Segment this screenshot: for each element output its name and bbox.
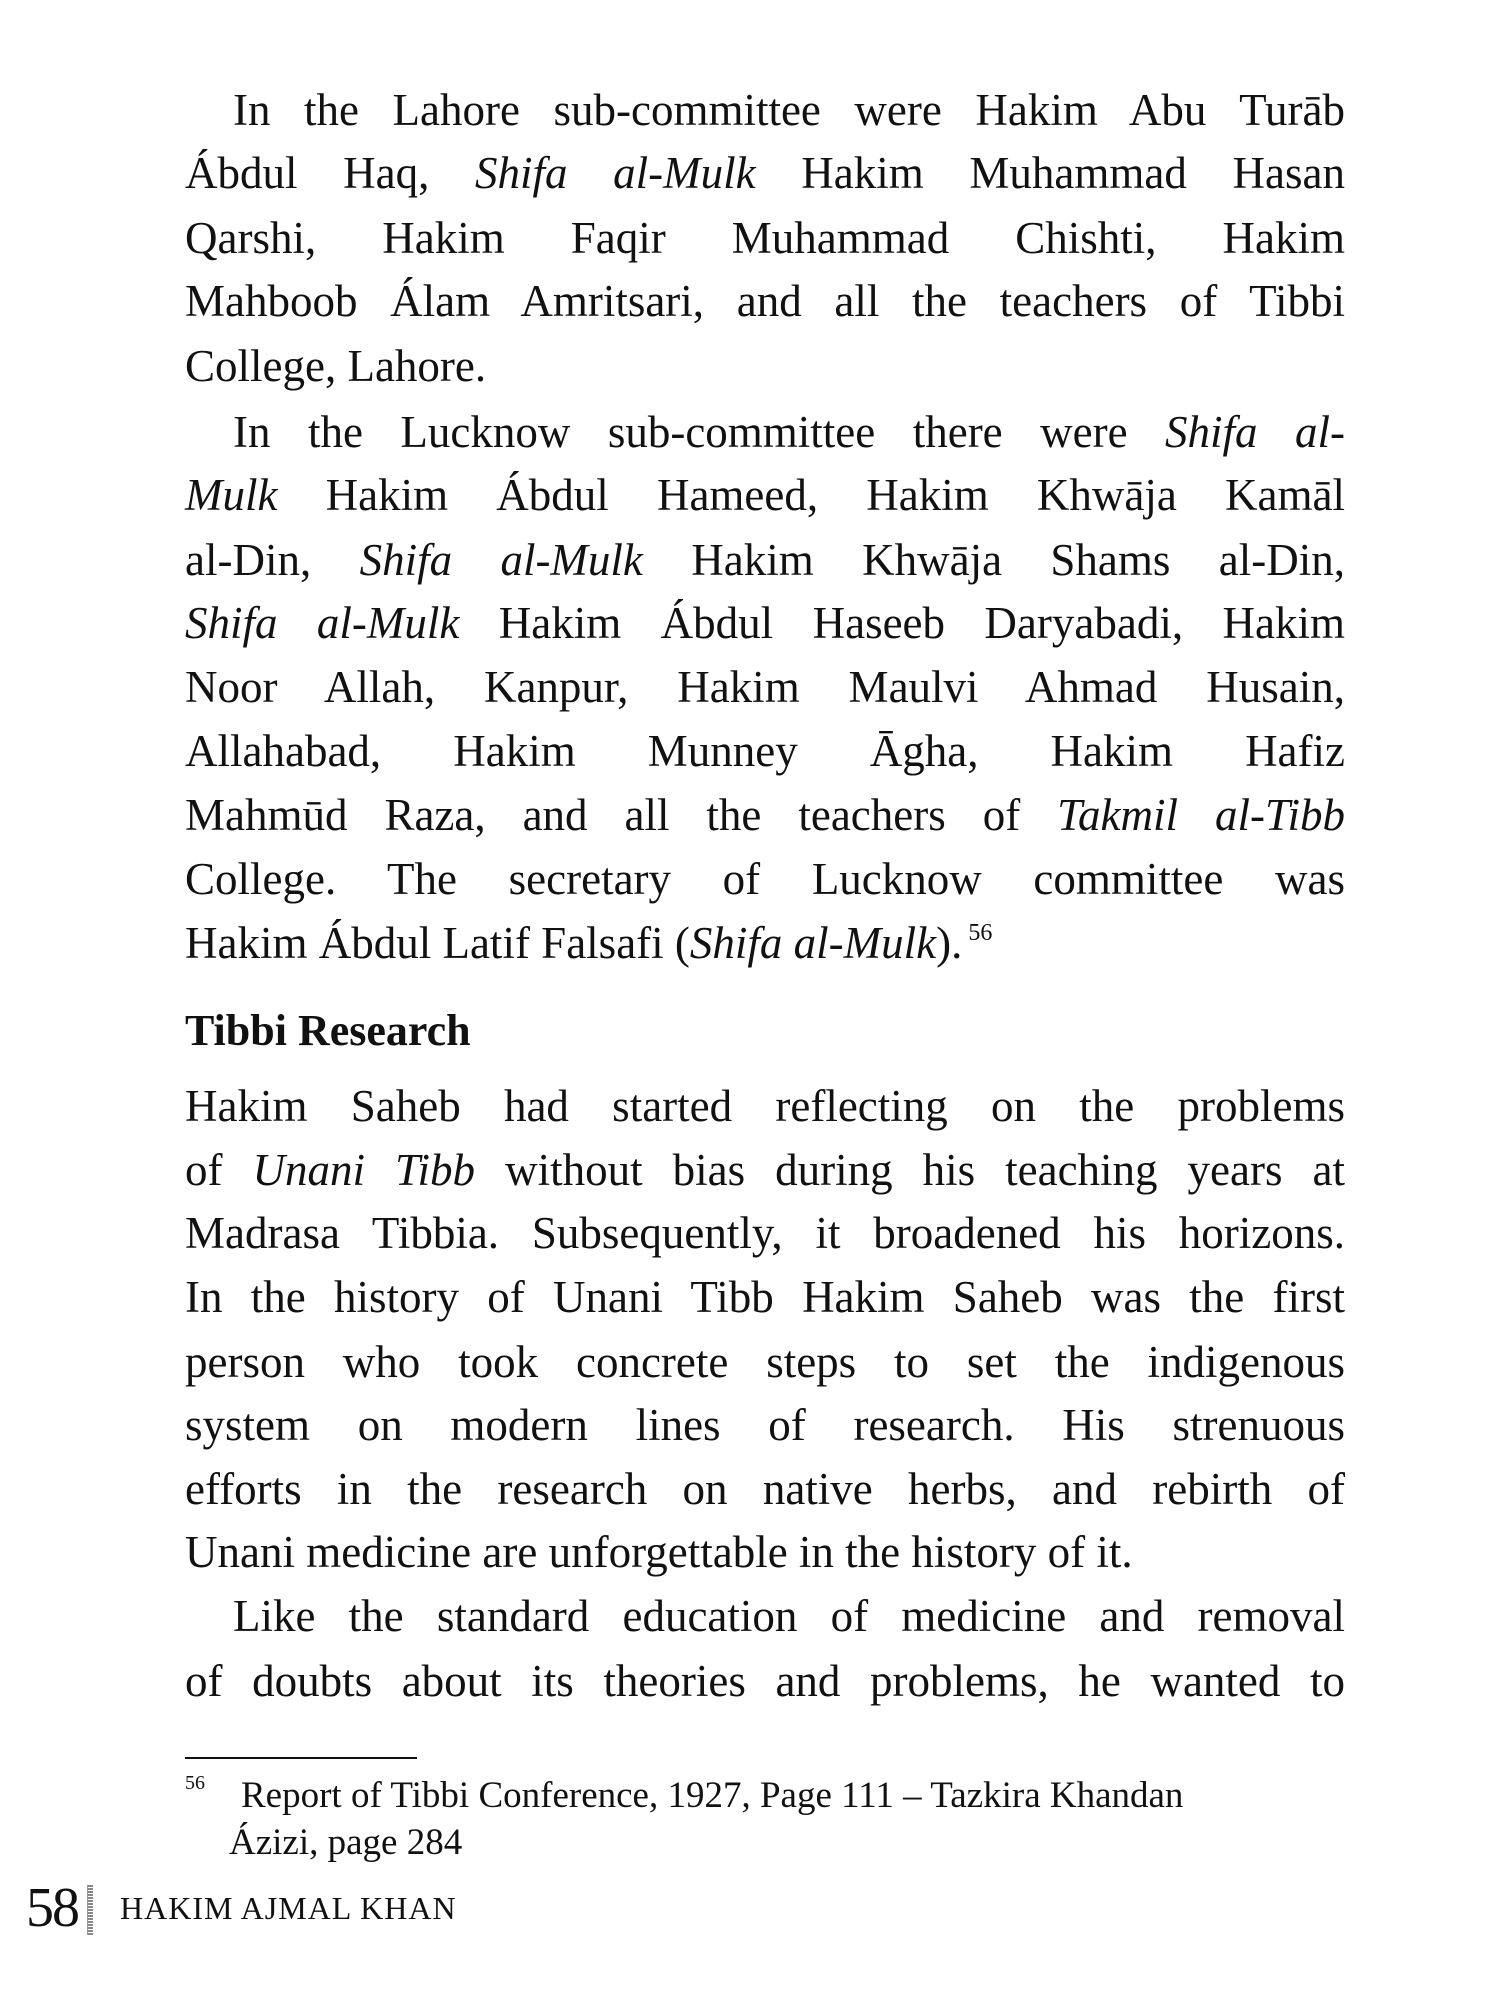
section-heading: Tibbi Research <box>185 1006 471 1055</box>
text-line <box>185 591 1345 655</box>
running-footer-title: HAKIM AJMAL KHAN <box>120 1890 457 1926</box>
text-segment: al-Din, <box>185 535 360 585</box>
page-number: 58 <box>26 1877 78 1939</box>
text-segment: Mahboob Álam Amritsari, and all the teachers of Tibbi <box>185 276 1345 326</box>
text-segment: In the Lucknow sub-committee there were <box>233 407 1166 457</box>
text-segment: of <box>185 1145 253 1195</box>
text-segment: Noor Allah, Kanpur, Hakim Maulvi Ahmad Husain, <box>185 662 1345 712</box>
text-line <box>185 463 1345 527</box>
text-line <box>185 1138 1345 1202</box>
footnote-divider <box>185 1757 417 1759</box>
text-segment: system on modern lines of research. His strenuous <box>185 1400 1345 1450</box>
text-line <box>185 269 1345 333</box>
footnote-reference[interactable]: 56 <box>968 920 993 946</box>
text-line <box>185 1520 1345 1584</box>
text-line <box>185 783 1345 847</box>
text-line <box>185 847 1345 911</box>
text-line <box>185 334 1345 398</box>
italic-text: Mulk <box>185 470 278 520</box>
text-line <box>185 1265 1345 1329</box>
text-line <box>185 1393 1345 1457</box>
italic-text: Unani Tibb <box>252 1145 476 1195</box>
text-line <box>185 1201 1345 1265</box>
text-line <box>185 719 1345 783</box>
text-segment: In the Lahore sub-committee were Hakim Abu Turāb <box>233 85 1345 135</box>
text-line <box>185 528 1345 592</box>
text-segment: without bias during his teaching years at <box>475 1145 1345 1195</box>
text-segment: Like the standard education of medicine and removal <box>233 1591 1345 1641</box>
italic-text: Shifa al-Mulk <box>475 148 756 198</box>
text-line <box>233 400 1345 464</box>
text-segment: Ábdul Haq, <box>185 148 476 198</box>
italic-text: Takmil al-Tibb <box>1057 790 1345 840</box>
text-segment: College, Lahore. <box>185 341 487 391</box>
text-line <box>185 206 1345 270</box>
text-segment: Hakim Ábdul Haseeb Daryabadi, Hakim <box>459 598 1345 648</box>
text-segment: Hakim Ábdul Latif Falsafi ( <box>185 918 690 968</box>
text-line <box>185 1649 1345 1713</box>
text-segment: Qarshi, Hakim Faqir Muhammad Chishti, Hakim <box>185 213 1345 263</box>
text-line <box>185 1457 1345 1521</box>
footer-divider <box>87 1885 93 1935</box>
footnote-number: 56 <box>185 1772 205 1794</box>
text-segment: person who took concrete steps to set the indigenous <box>185 1337 1345 1387</box>
text-segment: Unani medicine are unforgettable in the history of it. <box>185 1527 1133 1577</box>
text-segment: Hakim Khwāja Shams al-Din, <box>642 535 1345 585</box>
italic-text: Shifa al-Mulk <box>689 918 937 968</box>
text-segment: Madrasa Tibbia. Subsequently, it broadened his horizons. <box>185 1208 1345 1258</box>
text-line <box>185 1074 1345 1138</box>
text-segment: College. The secretary of Lucknow committee was <box>185 854 1345 904</box>
text-segment: of doubts about its theories and problems, he wanted to <box>185 1656 1345 1706</box>
text-segment: Hakim Ábdul Hameed, Hakim Khwāja Kamāl <box>277 470 1345 520</box>
italic-text: Shifa al-Mulk <box>185 598 460 648</box>
text-line <box>185 141 1345 205</box>
text-line <box>233 78 1345 142</box>
text-segment: In the history of Unani Tibb Hakim Saheb was the first <box>185 1272 1345 1322</box>
italic-text: Shifa al- <box>1165 407 1345 457</box>
footnote-text-line-1: Report of Tibbi Conference, 1927, Page 111 – Tazkira Khandan <box>241 1775 1184 1816</box>
text-line <box>185 911 1345 975</box>
text-line <box>185 655 1345 719</box>
text-line <box>233 1584 1345 1648</box>
text-segment: efforts in the research on native herbs, and rebirth of <box>185 1464 1345 1514</box>
text-segment: Hakim Saheb had started reflecting on the problems <box>185 1081 1345 1131</box>
footnote-text-line-2: Ázizi, page 284 <box>229 1822 463 1863</box>
text-segment: Mahmūd Raza, and all the teachers of <box>185 790 1058 840</box>
text-line <box>185 1330 1345 1394</box>
text-segment: ). <box>936 918 963 968</box>
italic-text: Shifa al-Mulk <box>359 535 643 585</box>
text-segment: Hakim Muhammad Hasan <box>755 148 1345 198</box>
text-segment: Allahabad, Hakim Munney Āgha, Hakim Hafiz <box>185 726 1345 776</box>
